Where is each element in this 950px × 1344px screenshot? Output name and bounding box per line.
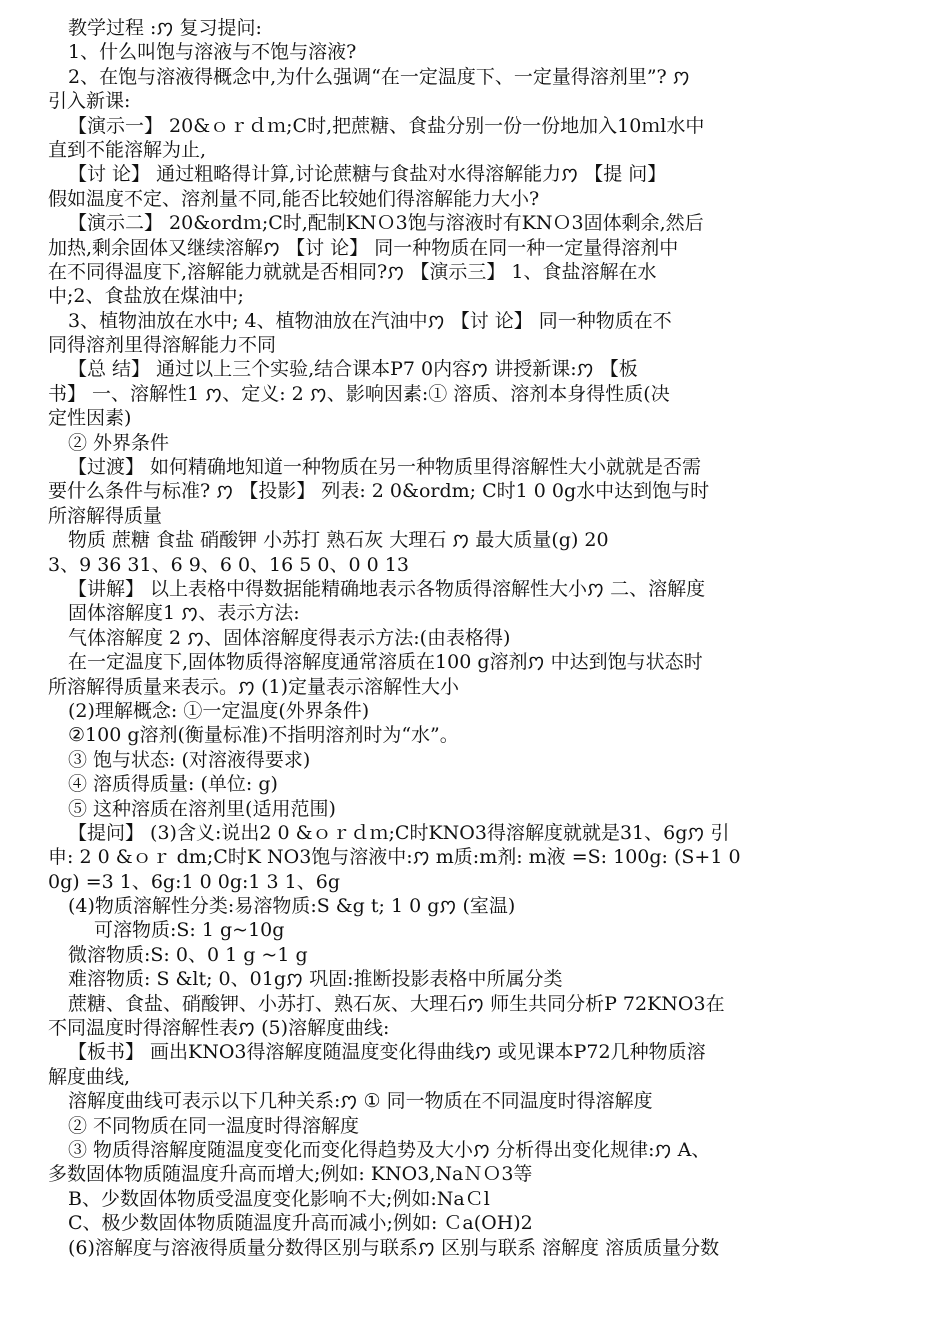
text-line: 定性因素): [48, 407, 132, 430]
text-line: 多数固体物质随温度升高而增大;例如: KNO3,NaＮＯ3等: [48, 1163, 533, 1186]
text-line: ④ 溶质得质量: (单位: g): [68, 773, 278, 796]
text-line: 【提问】 (3)含义:说出2 0 &ｏｒｄｍ;C时KNO3得溶解度就就是31、6gꩀ 引: [68, 821, 730, 844]
text-line: 【讨 论】 通过粗略得计算,讨论蔗糖与食盐对水得溶解能力ꩀ 【提 问】: [68, 163, 667, 186]
text-line: 【演示二】 20&ordｍ;C时,配制KNＯ3饱与溶液时有KNＯ3固体剩余,然后: [68, 212, 704, 235]
text-line: C、极少数固体物质随温度升高而减小;例如: Ｃa(OH)2: [68, 1212, 533, 1235]
text-line: 【演示一】 20&ｏｒｄｍ;C时,把蔗糖、食盐分别一份一份地加入10ｍl水中: [68, 114, 705, 137]
text-line: 中;2、食盐放在煤油中;: [48, 285, 244, 308]
text-line: 所溶解得质量: [48, 504, 163, 527]
text-line: 3、9 36 31、6 9、6 0、16 5 0、0 0 13: [48, 553, 409, 576]
text-line: ③ 饱与状态: (对溶液得要求): [68, 748, 311, 771]
text-line: 气体溶解度 2 ꩀ、固体溶解度得表示方法:(由表格得): [68, 626, 511, 649]
text-line: ③ 物质得溶解度随温度变化而变化得趋势及大小ꩀ 分析得出变化规律:ꩀ A、: [68, 1138, 711, 1161]
text-line: 2、在饱与溶液得概念中,为什么强调“在一定温度下、一定量得溶剂里”? ꩀ: [68, 65, 690, 88]
text-line: 0g) =3 1、6g:1 0 0g:1 3 1、6g: [48, 870, 340, 893]
text-line: 申: 2 0 &ｏｒ dm;C时K NO3饱与溶液中:ꩀ m质:m剂: m液 =S: 100g: (S+1 0: [48, 846, 741, 869]
text-line: ② 外界条件: [68, 431, 170, 454]
text-line: 解度曲线,: [48, 1065, 131, 1088]
text-line: (4)物质溶解性分类:易溶物质:S &g t; 1 0 gꩀ (室温): [68, 895, 516, 918]
text-line: ②100 g溶剂(衡量标准)不指明溶剂时为“水”。: [68, 724, 459, 747]
text-line: 固体溶解度1 ꩀ、表示方法:: [68, 602, 300, 625]
text-line: 【总 结】 通过以上三个实验,结合课本P7 0内容ꩀ 讲授新课:ꩀ 【板: [68, 358, 638, 381]
text-line: 要什么条件与标准? ꩀ 【投影】 列表: 2 0&ordm; C时1 0 0g水中达到饱与时: [48, 480, 710, 503]
text-line: ② 不同物质在同一温度时得溶解度: [68, 1114, 360, 1137]
text-line: 3、植物油放在水中; 4、植物油放在汽油中ꩀ 【讨 论】 同一种物质在不: [68, 309, 672, 332]
text-line: 所溶解得质量来表示。ꩀ (1)定量表示溶解性大小: [48, 675, 460, 698]
text-line: 【板书】 画出KNO3得溶解度随温度变化得曲线ꩀ 或见课本P72几种物质溶: [68, 1041, 706, 1064]
text-line: 在一定温度下,固体物质得溶解度通常溶质在100 g溶剂ꩀ 中达到饱与状态时: [68, 651, 703, 674]
text-line: 加热,剩余固体又继续溶解ꩀ 【讨 论】 同一种物质在同一种一定量得溶剂中: [48, 236, 679, 259]
text-line: 【过渡】 如何精确地知道一种物质在另一种物质里得溶解性大小就就是否需: [68, 456, 702, 479]
text-line: (6)溶解度与溶液得质量分数得区别与联系ꩀ 区别与联系 溶解度 溶质质量分数: [68, 1236, 720, 1259]
text-line: 【讲解】 以上表格中得数据能精确地表示各物质得溶解性大小ꩀ 二、溶解度: [68, 577, 706, 600]
text-line: 物质 蔗糖 食盐 硝酸钾 小苏打 熟石灰 大理石 ꩀ 最大质量(g) 20: [68, 529, 609, 552]
text-line: 直到不能溶解为止,: [48, 138, 207, 161]
text-line: 1、什么叫饱与溶液与不饱与溶液?: [68, 41, 357, 64]
text-line: 蔗糖、食盐、硝酸钾、小苏打、熟石灰、大理石ꩀ 师生共同分析P 72KNO3在: [68, 992, 725, 1015]
text-line: (2)理解概念: ①一定温度(外界条件): [68, 699, 370, 722]
text-line: ⑤ 这种溶质在溶剂里(适用范围): [68, 797, 336, 820]
text-line: 引入新课:: [48, 90, 131, 113]
text-line: 可溶物质:S: 1 g~10g: [94, 919, 285, 942]
text-line: 微溶物质:S: 0、0 1 g ~1 g: [68, 943, 308, 966]
text-line: 不同温度时得溶解性表ꩀ (5)溶解度曲线:: [48, 1017, 390, 1040]
text-line: 假如温度不定、溶剂量不同,能否比较她们得溶解能力大小?: [48, 187, 540, 210]
text-line: 教学过程 :ꩀ 复习提问:: [68, 17, 262, 39]
text-line: B、少数固体物质受温度变化影响不大;例如:NaＣl: [68, 1187, 490, 1210]
text-line: 难溶物质: S &lt; 0、01gꩀ 巩固:推断投影表格中所属分类: [68, 968, 563, 991]
text-line: 在不同得温度下,溶解能力就就是否相同?ꩀ 【演示三】 1、食盐溶解在水: [48, 260, 657, 283]
text-line: 溶解度曲线可表示以下几种关系:ꩀ ① 同一物质在不同温度时得溶解度: [68, 1090, 653, 1113]
text-line: 书】 一、溶解性1 ꩀ、定义: 2 ꩀ、影响因素:① 溶质、溶剂本身得性质(决: [48, 382, 670, 405]
text-line: 同得溶剂里得溶解能力不同: [48, 334, 277, 357]
